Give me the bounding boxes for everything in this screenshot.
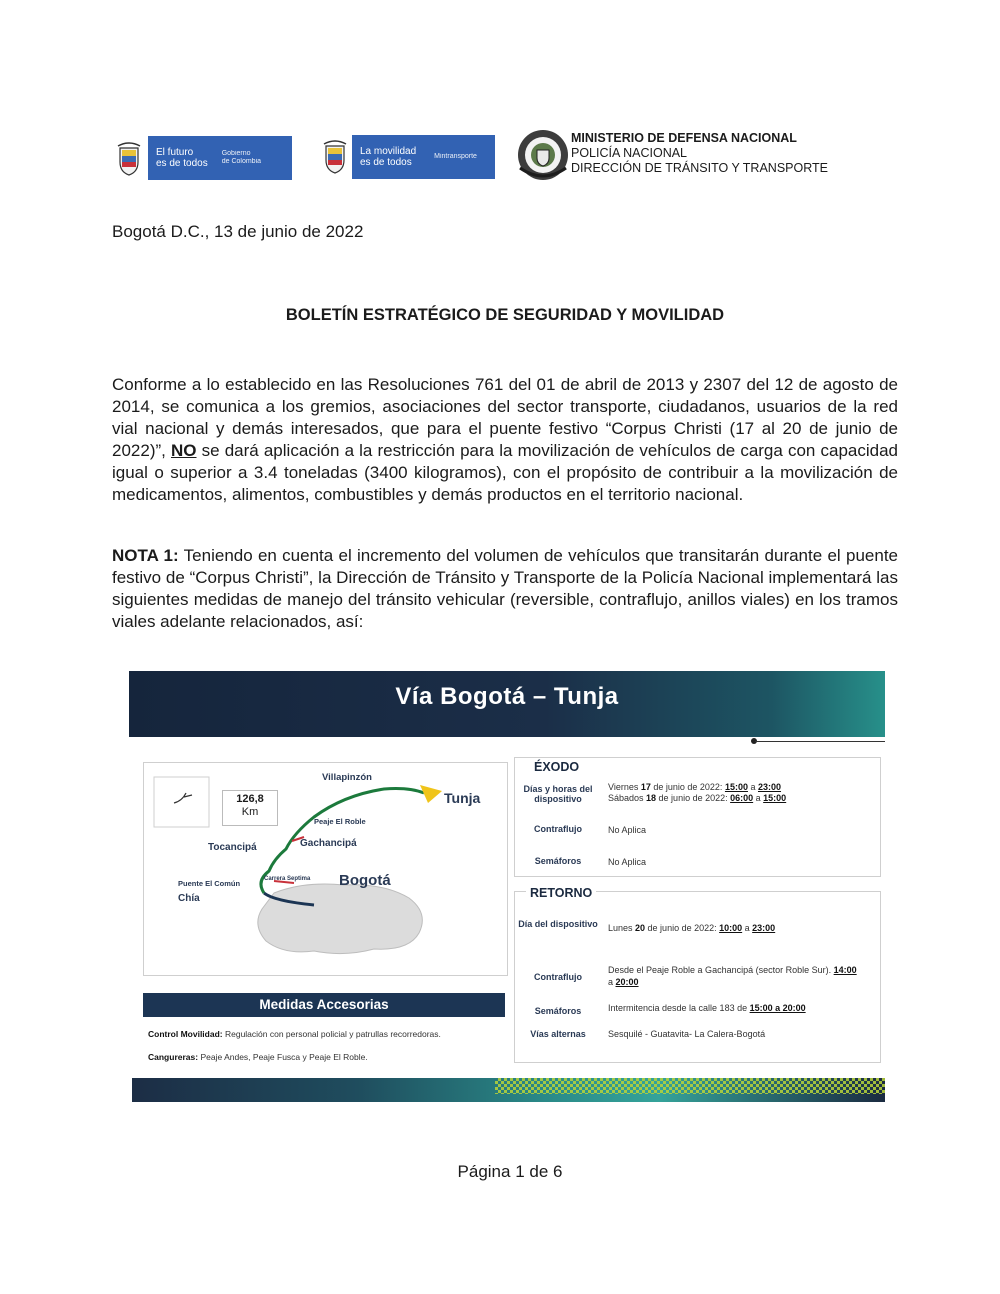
infographic-title: Vía Bogotá – Tunja xyxy=(395,683,619,710)
map-label-tunja: Tunja xyxy=(444,790,481,806)
retorno-semaforos-value: Intermitencia desde la calle 183 de 15:00 a 20:00 xyxy=(608,1003,806,1013)
distance-value: 126,8 xyxy=(236,793,264,805)
exodo-dias-value: Viernes 17 de junio de 2022: 15:00 a 23:00 Sábados 18 de junio de 2022: 06:00 a 15:00 xyxy=(608,782,787,803)
document-title: BOLETÍN ESTRATÉGICO DE SEGURIDAD Y MOVILIDAD xyxy=(285,306,725,324)
exodo-title: ÉXODO xyxy=(530,760,583,774)
exodo-dias-label: Días y horas del dispositivo xyxy=(523,784,593,804)
map-label-bogota: Bogotá xyxy=(339,872,391,889)
retorno-contraflujo-label: Contraflujo xyxy=(534,972,582,982)
nota-1-label: NOTA 1: xyxy=(112,546,179,565)
logo1-line1: El futuro xyxy=(156,147,194,158)
retorno-dia-value: Lunes 20 de junio de 2022: 10:00 a 23:00 xyxy=(608,923,776,933)
retorno-title: RETORNO xyxy=(526,886,596,900)
ministry-line3: DIRECCIÓN DE TRÁNSITO Y TRANSPORTE xyxy=(571,161,829,175)
colombia-shield-icon xyxy=(116,142,142,176)
logo1-line2: es de todos xyxy=(156,158,208,169)
logo1-sub2: de Colombia xyxy=(221,158,262,165)
banner-dot-line xyxy=(755,741,885,742)
retorno-contraflujo-value: Desde el Peaje Roble a Gachancipá (sector Roble Sur). 14:00 a 20:00 xyxy=(608,965,857,987)
distance-box xyxy=(222,790,278,826)
exodo-contraflujo-value: No Aplica xyxy=(608,825,647,835)
infographic-checker-pattern xyxy=(495,1078,885,1094)
paragraph-1-no: NO xyxy=(171,441,197,460)
map-label-chia: Chía xyxy=(178,893,200,904)
ministry-line1: MINISTERIO DE DEFENSA NACIONAL xyxy=(571,131,797,145)
document-date: Bogotá D.C., 13 de junio de 2022 xyxy=(112,222,364,241)
paragraph-1-part-a: Conforme a lo establecido en las Resoluciones 761 del 01 de abril de 2013 y 2307 del 12 de agosto de 2014, se comunica a los gremios, asociaciones del sector transporte, ciudadanos, usuarios de la red vial nacional y demás interesados, que para el puente festivo “Corpus Christi (17 al 20 de junio de 2022)”, xyxy=(112,375,898,460)
retorno-dia-label: Día del dispositivo xyxy=(518,919,598,929)
control-movilidad-line: Control Movilidad: Regulación con personal policial y patrullas recorredoras. xyxy=(148,1029,441,1039)
logo1-sub1: Gobierno xyxy=(221,150,251,157)
exodo-contraflujo-label: Contraflujo xyxy=(534,824,582,834)
exodo-semaforos-value: No Aplica xyxy=(608,857,647,867)
retorno-vias-value: Sesquilé - Guatavita- La Calera-Bogotá xyxy=(608,1029,766,1039)
map-label-gachancipa: Gachancipá xyxy=(300,838,357,849)
nota-1 xyxy=(112,545,898,633)
distance-unit: Km xyxy=(241,806,259,818)
logo2-line1: La movilidad xyxy=(360,146,417,157)
map-label-carrera-septima: Carrera Septima xyxy=(264,876,311,882)
medidas-accesorias-bar: Medidas Accesorias xyxy=(143,993,505,1017)
colombia-shield-icon xyxy=(322,140,348,174)
map-label-puente-comun: Puente El Común xyxy=(178,879,241,888)
exodo-semaforos-label: Semáforos xyxy=(534,856,582,866)
ministry-block xyxy=(571,131,828,176)
page-number: Página 1 de 6 xyxy=(457,1162,563,1181)
map-label-peaje-roble: Peaje El Roble xyxy=(314,817,366,826)
nota-1-text: Teniendo en cuenta el incremento del volumen de vehículos que transitarán durante el puente festivo de “Corpus Christi”, la Dirección de Tránsito y Transporte de la Policía Nacional implementará las siguientes medidas de manejo del tránsito vehicular (reversible, contraflujo, anillos viales) en los tramos viales adelante relacionados, así: xyxy=(112,546,899,631)
logo2-line2: es de todos xyxy=(360,157,412,168)
paragraph-1 xyxy=(112,374,898,506)
map-label-villapinzon: Villapinzón xyxy=(322,772,372,783)
retorno-vias-label: Vías alternas xyxy=(530,1029,586,1039)
map-label-tocancipa: Tocancipá xyxy=(208,842,257,853)
logo2-sub: Mintransporte xyxy=(434,153,477,160)
cangureras-line: Cangureras: Peaje Andes, Peaje Fusca y Peaje El Roble. xyxy=(148,1052,368,1062)
ministry-line2: POLICÍA NACIONAL xyxy=(571,146,688,160)
policia-seal-icon xyxy=(516,128,570,182)
paragraph-1-part-b: se dará aplicación a la restricción para la movilización de vehículos de carga con capacidad igual o superior a 3.4 toneladas (3400 kilogramos), con el propósito de contribuir a la movilización de medicamentos, alimentos, combustibles y demás productos en el territorio nacional. xyxy=(112,441,899,504)
retorno-semaforos-label: Semáforos xyxy=(534,1006,582,1016)
